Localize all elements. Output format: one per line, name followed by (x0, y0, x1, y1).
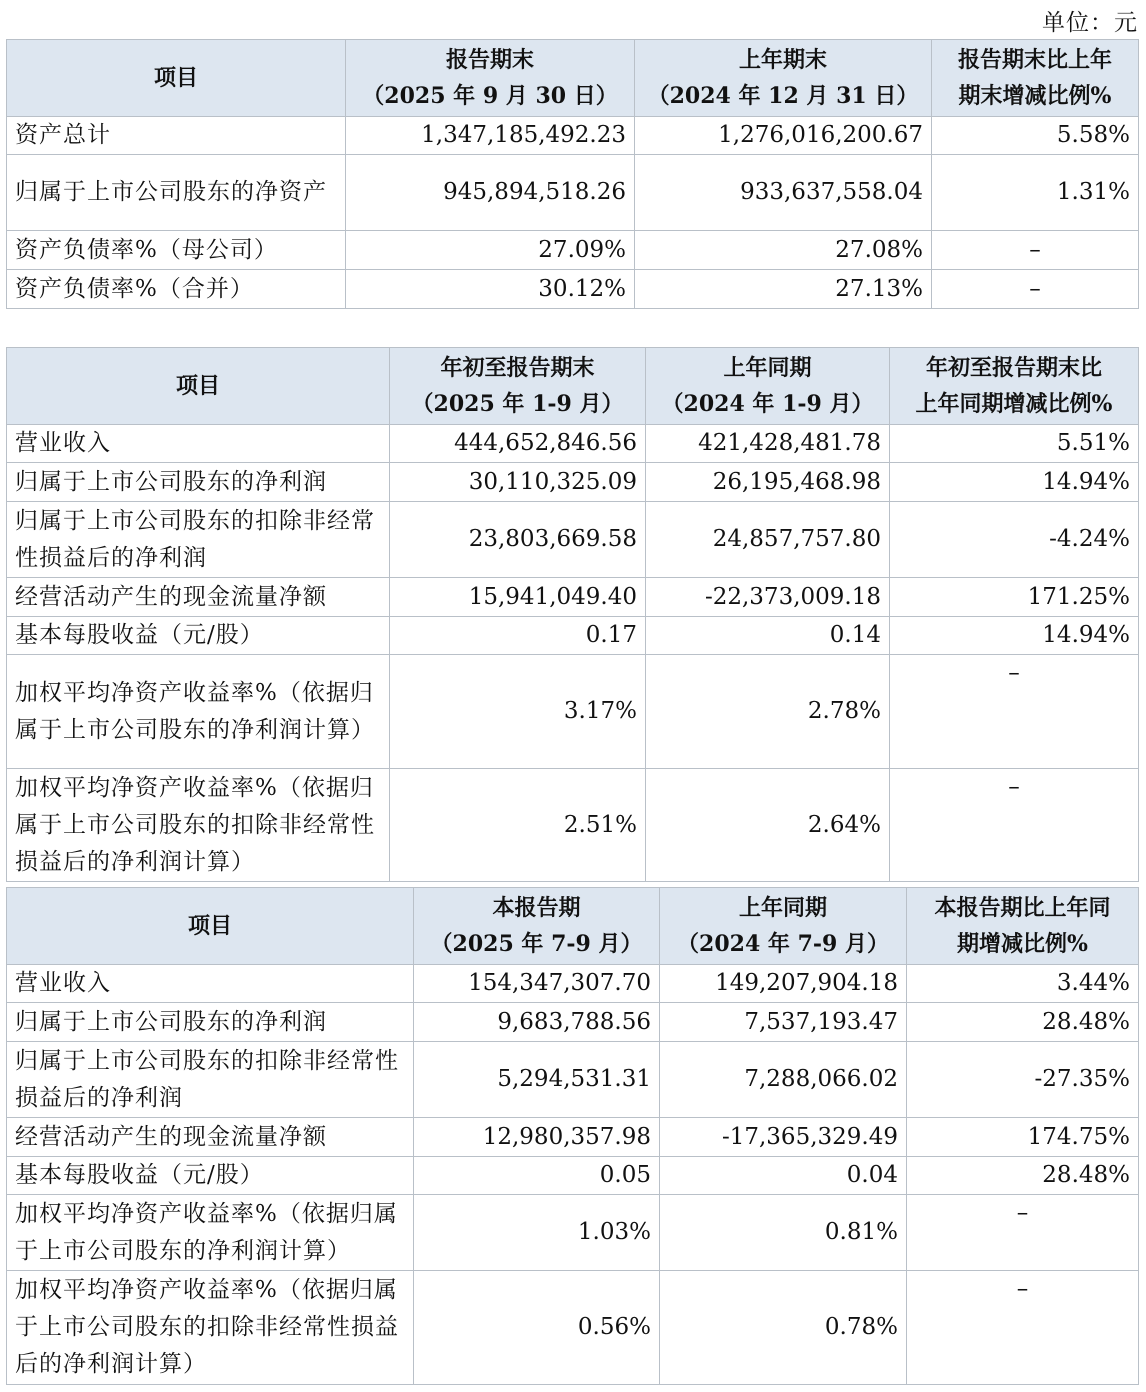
prior-value: 7,537,193.47 (660, 1003, 907, 1042)
change-value: – (907, 1271, 1139, 1385)
table-row (7, 502, 1139, 578)
prior-value: 24,857,757.80 (646, 502, 890, 578)
change-value: – (890, 655, 1139, 769)
change-value: 174.75% (907, 1118, 1139, 1157)
current-value: 154,347,307.70 (414, 965, 660, 1003)
table-row (7, 578, 1139, 617)
table-row (7, 231, 1139, 270)
table-header-row (7, 40, 1139, 117)
table-row (7, 155, 1139, 231)
prior-value: 0.78% (660, 1271, 907, 1385)
current-value: 2.51% (390, 769, 646, 882)
prior-value: 0.81% (660, 1195, 907, 1271)
header-cell: 项目 (7, 888, 414, 965)
table-row (7, 1042, 1139, 1118)
table-header-row (7, 348, 1139, 425)
prior-value: 7,288,066.02 (660, 1042, 907, 1118)
header-cell: 项目 (7, 348, 390, 425)
header-cell: 上年同期 （2024 年 7-9 月） (660, 888, 907, 965)
prior-value: 2.64% (646, 769, 890, 882)
change-value: 28.48% (907, 1003, 1139, 1042)
row-label: 资产总计 (7, 117, 346, 155)
current-value: 27.09% (346, 231, 635, 270)
prior-value: 933,637,558.04 (635, 155, 932, 231)
table-row (7, 617, 1139, 655)
change-value: 14.94% (890, 617, 1139, 655)
row-label: 归属于上市公司股东的净资产 (7, 155, 346, 231)
header-cell: 项目 (7, 40, 346, 117)
change-value: 5.58% (932, 117, 1139, 155)
current-value: 0.17 (390, 617, 646, 655)
table-row (7, 965, 1139, 1003)
row-label: 基本每股收益（元/股） (7, 1157, 414, 1195)
header-cell: 报告期末比上年 期末增减比例% (932, 40, 1139, 117)
table-row (7, 270, 1139, 309)
table-row (7, 1003, 1139, 1042)
row-label: 归属于上市公司股东的净利润 (7, 1003, 414, 1042)
quarter-income-table (6, 887, 1139, 1385)
change-value: -27.35% (907, 1042, 1139, 1118)
header-cell: 本报告期 （2025 年 7-9 月） (414, 888, 660, 965)
change-value: – (907, 1195, 1139, 1271)
prior-value: 2.78% (646, 655, 890, 769)
row-label: 资产负债率%（母公司） (7, 231, 346, 270)
change-value: 14.94% (890, 463, 1139, 502)
change-value: 171.25% (890, 578, 1139, 617)
current-value: 15,941,049.40 (390, 578, 646, 617)
change-value: – (890, 769, 1139, 882)
current-value: 444,652,846.56 (390, 425, 646, 463)
header-cell: 本报告期比上年同 期增减比例% (907, 888, 1139, 965)
row-label: 归属于上市公司股东的净利润 (7, 463, 390, 502)
table-row (7, 1195, 1139, 1271)
row-label: 资产负债率%（合并） (7, 270, 346, 309)
current-value: 1,347,185,492.23 (346, 117, 635, 155)
change-value: 1.31% (932, 155, 1139, 231)
table-row (7, 1271, 1139, 1385)
header-cell: 上年期末 （2024 年 12 月 31 日） (635, 40, 932, 117)
change-value: – (932, 231, 1139, 270)
current-value: 945,894,518.26 (346, 155, 635, 231)
table-row (7, 117, 1139, 155)
row-label: 营业收入 (7, 965, 414, 1003)
header-cell: 上年同期 （2024 年 1-9 月） (646, 348, 890, 425)
prior-value: 0.04 (660, 1157, 907, 1195)
prior-value: 149,207,904.18 (660, 965, 907, 1003)
table-row (7, 425, 1139, 463)
prior-value: 26,195,468.98 (646, 463, 890, 502)
change-value: -4.24% (890, 502, 1139, 578)
prior-value: 0.14 (646, 617, 890, 655)
row-label: 归属于上市公司股东的扣除非经常性损益后的净利润 (7, 1042, 414, 1118)
row-label: 基本每股收益（元/股） (7, 617, 390, 655)
row-label: 加权平均净资产收益率%（依据归属于上市公司股东的扣除非经常性损益后的净利润计算） (7, 1271, 414, 1385)
current-value: 30.12% (346, 270, 635, 309)
prior-value: 1,276,016,200.67 (635, 117, 932, 155)
table-row (7, 1157, 1139, 1195)
change-value: 5.51% (890, 425, 1139, 463)
row-label: 加权平均净资产收益率%（依据归属于上市公司股东的净利润计算） (7, 1195, 414, 1271)
prior-value: 27.13% (635, 270, 932, 309)
ytd-income-table (6, 347, 1139, 882)
balance-table (6, 39, 1139, 309)
current-value: 12,980,357.98 (414, 1118, 660, 1157)
change-value: – (932, 270, 1139, 309)
header-cell: 年初至报告期末 （2025 年 1-9 月） (390, 348, 646, 425)
row-label: 营业收入 (7, 425, 390, 463)
header-cell: 年初至报告期末比 上年同期增减比例% (890, 348, 1139, 425)
current-value: 1.03% (414, 1195, 660, 1271)
current-value: 5,294,531.31 (414, 1042, 660, 1118)
current-value: 30,110,325.09 (390, 463, 646, 502)
table-row (7, 769, 1139, 882)
prior-value: 27.08% (635, 231, 932, 270)
current-value: 3.17% (390, 655, 646, 769)
table-header-row (7, 888, 1139, 965)
table-row (7, 655, 1139, 769)
table-row (7, 463, 1139, 502)
change-value: 28.48% (907, 1157, 1139, 1195)
current-value: 23,803,669.58 (390, 502, 646, 578)
row-label: 加权平均净资产收益率%（依据归属于上市公司股东的净利润计算） (7, 655, 390, 769)
prior-value: -22,373,009.18 (646, 578, 890, 617)
row-label: 加权平均净资产收益率%（依据归属于上市公司股东的扣除非经常性损益后的净利润计算） (7, 769, 390, 882)
prior-value: -17,365,329.49 (660, 1118, 907, 1157)
row-label: 归属于上市公司股东的扣除非经常性损益后的净利润 (7, 502, 390, 578)
header-cell: 报告期末 （2025 年 9 月 30 日） (346, 40, 635, 117)
current-value: 9,683,788.56 (414, 1003, 660, 1042)
change-value: 3.44% (907, 965, 1139, 1003)
current-value: 0.05 (414, 1157, 660, 1195)
row-label: 经营活动产生的现金流量净额 (7, 1118, 414, 1157)
prior-value: 421,428,481.78 (646, 425, 890, 463)
table-row (7, 1118, 1139, 1157)
unit-label: 单位：元 (1042, 10, 1138, 36)
current-value: 0.56% (414, 1271, 660, 1385)
row-label: 经营活动产生的现金流量净额 (7, 578, 390, 617)
